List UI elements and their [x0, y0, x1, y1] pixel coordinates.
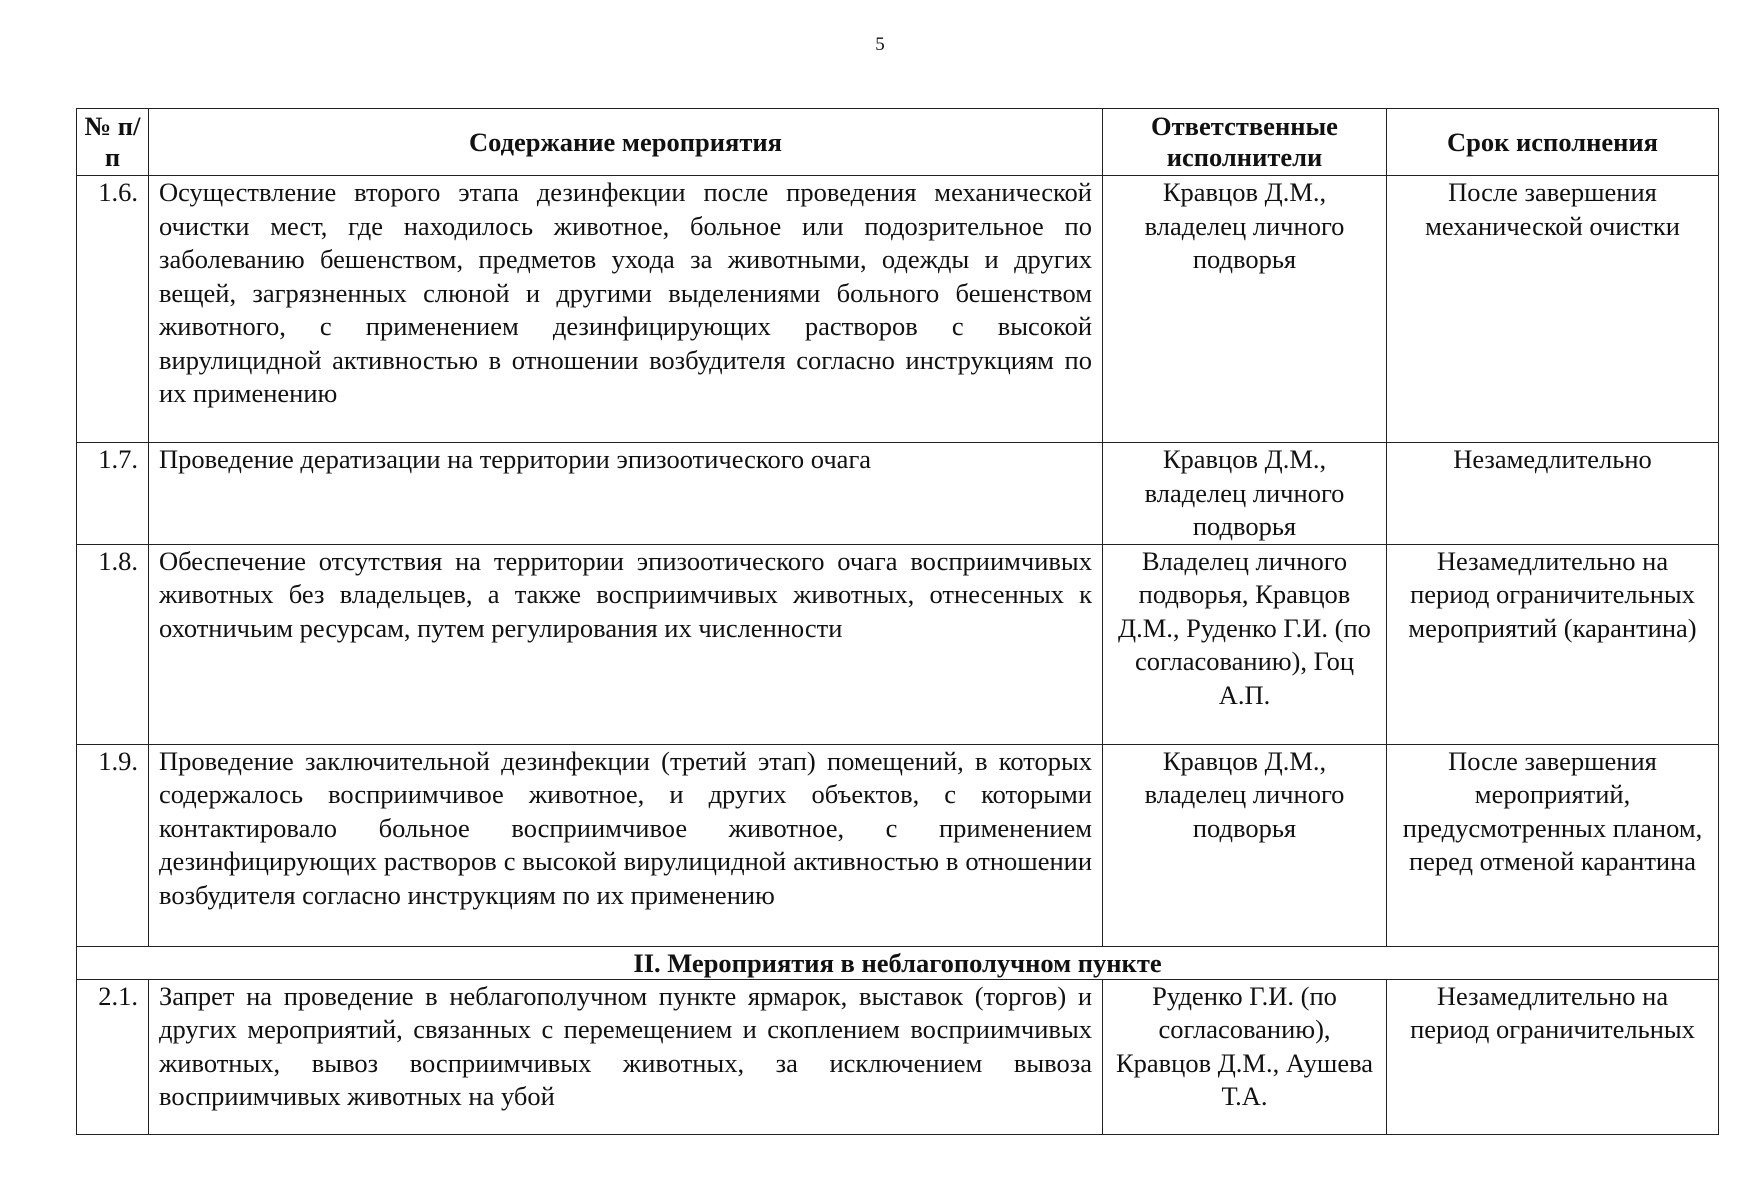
row-number: 1.8. — [77, 544, 149, 744]
row-content: Проведение дератизации на территории эпизоотического очага — [149, 443, 1103, 545]
table-row — [77, 979, 1719, 1134]
row-term: Незамедлительно — [1387, 443, 1719, 545]
row-responsible: Кравцов Д.М., владелец личного подворья — [1103, 443, 1387, 545]
table-row — [77, 744, 1719, 946]
row-term: Незамедлительно на период ограничительных мероприятий (карантина) — [1387, 544, 1719, 744]
row-number: 2.1. — [77, 979, 149, 1134]
row-term: После завершения механической очистки — [1387, 176, 1719, 443]
row-content: Проведение заключительной дезинфекции (третий этап) помещений, в которых содержалось восприимчивое животное, и других объектов, с которыми контактировало больное восприимчивое животное, с применением дезинфицирующих растворов с высокой вирулицидной активностью в отношении возбудителя согласно инструкциям по их применению — [149, 744, 1103, 946]
row-term: После завершения мероприятий, предусмотренных планом, перед отменой карантина — [1387, 744, 1719, 946]
row-content: Запрет на проведение в неблагополучном пункте ярмарок, выставок (торгов) и других мероприятий, связанных с перемещением и скоплением восприимчивых животных, вывоз восприимчивых животных, за исключением вывоза восприимчивых животных на убой — [149, 979, 1103, 1134]
row-content: Обеспечение отсутствия на территории эпизоотического очага восприимчивых животных без владельцев, а также восприимчивых животных, отнесенных к охотничьим ресурсам, путем регулирования их численности — [149, 544, 1103, 744]
row-number: 1.9. — [77, 744, 149, 946]
header-term: Срок исполнения — [1387, 109, 1719, 176]
row-responsible: Кравцов Д.М., владелец личного подворья — [1103, 744, 1387, 946]
measures-table — [76, 108, 1719, 1135]
section-title: II. Мероприятия в неблагополучном пункте — [77, 946, 1719, 979]
row-number: 1.7. — [77, 443, 149, 545]
table-row — [77, 443, 1719, 545]
table-row — [77, 544, 1719, 744]
row-responsible: Владелец личного подворья, Кравцов Д.М., Руденко Г.И. (по согласованию), Гоц А.П. — [1103, 544, 1387, 744]
row-term: Незамедлительно на период ограничительных — [1387, 979, 1719, 1134]
row-content: Осуществление второго этапа дезинфекции после проведения механической очистки мест, где находилось животное, больное или подозрительное по заболеванию бешенством, предметов ухода за животными, одежды и других вещей, загрязненных слюной и другими выделениями больного бешенством животного, с применением дезинфицирующих растворов с высокой вирулицидной активностью в отношении возбудителя согласно инструкциям по их применению — [149, 176, 1103, 443]
header-num: № п/п — [77, 109, 149, 176]
table-header — [77, 109, 1719, 176]
table-row — [77, 176, 1719, 443]
row-number: 1.6. — [77, 176, 149, 443]
table-body — [77, 176, 1719, 1135]
header-responsible: Ответственные исполнители — [1103, 109, 1387, 176]
section-header-row — [77, 946, 1719, 979]
header-content: Содержание мероприятия — [149, 109, 1103, 176]
row-responsible: Кравцов Д.М., владелец личного подворья — [1103, 176, 1387, 443]
row-responsible: Руденко Г.И. (по согласованию), Кравцов Д.М., Аушева Т.А. — [1103, 979, 1387, 1134]
page-number: 5 — [875, 34, 885, 55]
